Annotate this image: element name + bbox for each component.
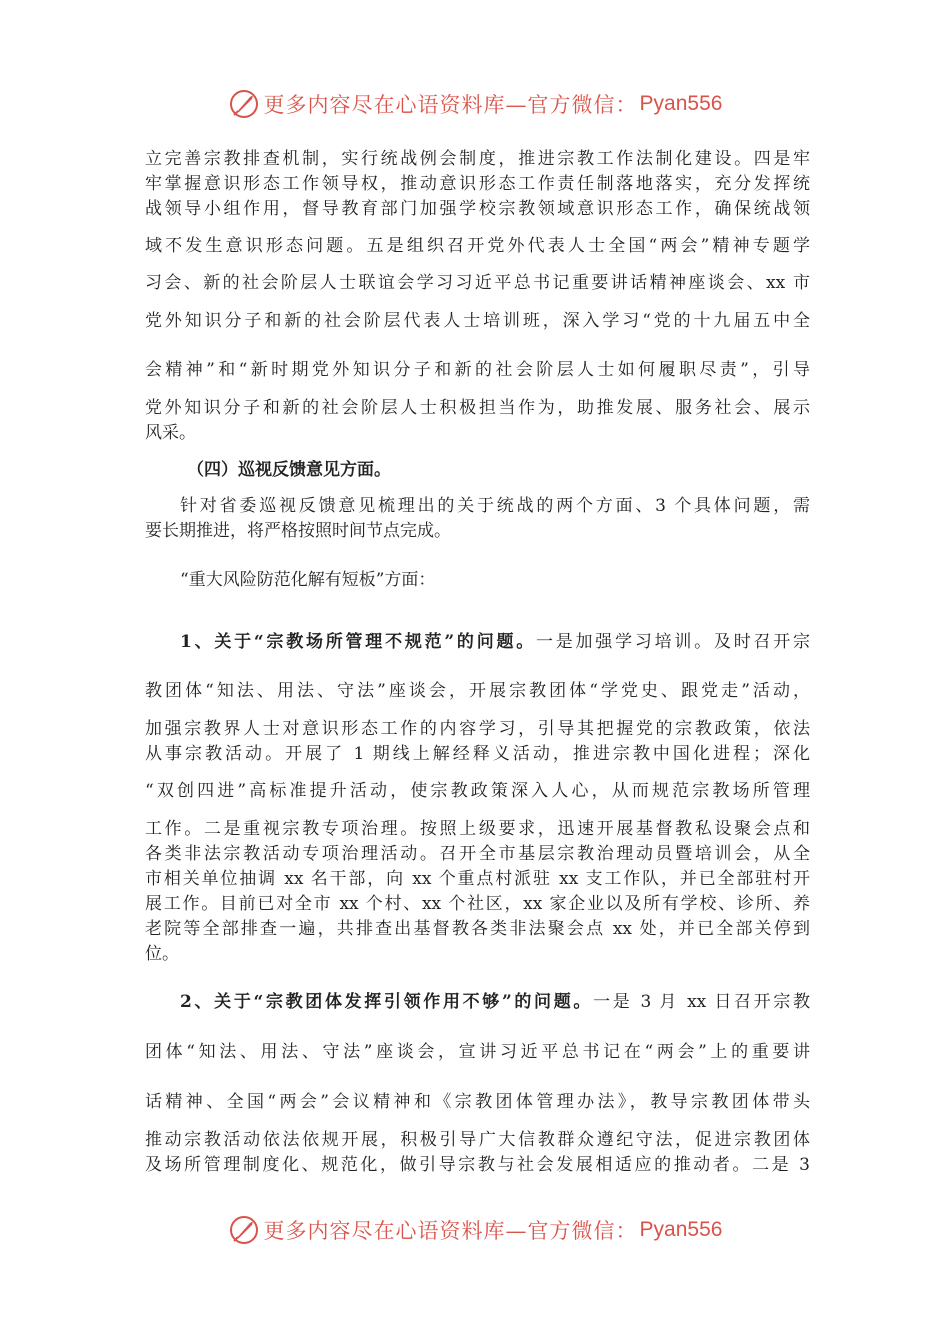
text-line: 团体“知法、用法、守法”座谈会，宣讲习近平总书记在“两会”上的重要讲 <box>145 1042 810 1062</box>
text-line: 各类非法宗教活动专项治理活动。召开全市基层宗教治理动员暨培训会，从全 <box>145 844 810 864</box>
text-line: 加强宗教界人士对意识形态工作的内容学习，引导其把握党的宗教政策，依法 <box>145 719 810 739</box>
text-line: 会精神”和“新时期党外知识分子和新的社会阶层人士如何履职尽责”，引导 <box>145 360 810 380</box>
text-line: 推动宗教活动依法依规开展，积极引导广大信教群众遵纪守法，促进宗教团体 <box>145 1130 810 1150</box>
banner-text: 更多内容尽在心语资料库—官方微信： <box>263 1219 638 1243</box>
text-line: 针对省委巡视反馈意见梳理出的关于统战的两个方面、3 个具体问题，需 <box>180 496 810 516</box>
banner-text: 更多内容尽在心语资料库—官方微信： <box>263 93 638 117</box>
section-heading: （四）巡视反馈意见方面。 <box>187 460 391 480</box>
text-line: 教团体“知法、用法、守法”座谈会，开展宗教团体“学党史、跟党走”活动， <box>145 681 810 701</box>
text-line: 风采。 <box>145 423 196 443</box>
quill-logo-icon <box>228 1214 260 1246</box>
header-watermark <box>0 82 950 126</box>
text-line: “双创四进”高标准提升活动，使宗教政策深入人心，从而规范宗教场所管理 <box>145 781 810 801</box>
text-line: 话精神、全国“两会”会议精神和《宗教团体管理办法》，教导宗教团体带头 <box>145 1092 810 1112</box>
text-line: 习会、新的社会阶层人士联谊会学习习近平总书记重要讲话精神座谈会、xx 市 <box>145 273 810 293</box>
text-line: 牢掌握意识形态工作领导权，推动意识形态工作责任制落地落实，充分发挥统 <box>145 174 810 194</box>
text-line: 位。 <box>145 944 179 964</box>
banner-wechat-id: Pyan556 <box>639 1218 723 1241</box>
text-line: 展工作。目前已对全市 xx 个村、xx 个社区，xx 家企业以及所有学校、诊所、养 <box>145 894 810 914</box>
text-line: 党外知识分子和新的社会阶层人士积极担当作为，助推发展、服务社会、展示 <box>145 398 810 418</box>
text-line: 2、关于“宗教团体发挥引领作用不够”的问题。一是 3 月 xx 日召开宗教 <box>180 992 811 1012</box>
footer-watermark <box>0 1208 950 1252</box>
text-line: 战领导小组作用，督导教育部门加强学校宗教领域意识形态工作，确保统战领 <box>145 199 810 219</box>
subsection-label: “重大风险防范化解有短板”方面： <box>180 570 436 590</box>
text-line: 党外知识分子和新的社会阶层代表人士培训班，深入学习“党的十九届五中全 <box>145 311 810 331</box>
item-heading: 2、关于“宗教团体发挥引领作用不够”的问题。 <box>180 992 594 1012</box>
text-line: 工作。二是重视宗教专项治理。按照上级要求，迅速开展基督教私设聚会点和 <box>145 819 810 839</box>
text-line: 1、关于“宗教场所管理不规范”的问题。一是加强学习培训。及时召开宗 <box>180 632 810 652</box>
quill-logo-icon <box>228 88 260 120</box>
text-line: 立完善宗教排查机制，实行统战例会制度，推进宗教工作法制化建设。四是牢 <box>145 149 810 169</box>
text-line: 域不发生意识形态问题。五是组织召开党外代表人士全国“两会”精神专题学 <box>145 236 810 256</box>
text-line: 从事宗教活动。开展了 1 期线上解经释义活动，推进宗教中国化进程；深化 <box>145 744 810 764</box>
text-line: 老院等全部排查一遍，共排查出基督教各类非法聚会点 xx 处，并已全部关停到 <box>145 919 810 939</box>
text-line: 及场所管理制度化、规范化，做引导宗教与社会发展相适应的推动者。二是 3 <box>145 1155 810 1175</box>
banner-wechat-id: Pyan556 <box>639 92 723 115</box>
item-heading: 1、关于“宗教场所管理不规范”的问题。 <box>180 632 536 652</box>
text-line: 市相关单位抽调 xx 名干部，向 xx 个重点村派驻 xx 支工作队，并已全部驻村开 <box>145 869 810 889</box>
text-line: 要长期推进，将严格按照时间节点完成。 <box>145 521 451 541</box>
